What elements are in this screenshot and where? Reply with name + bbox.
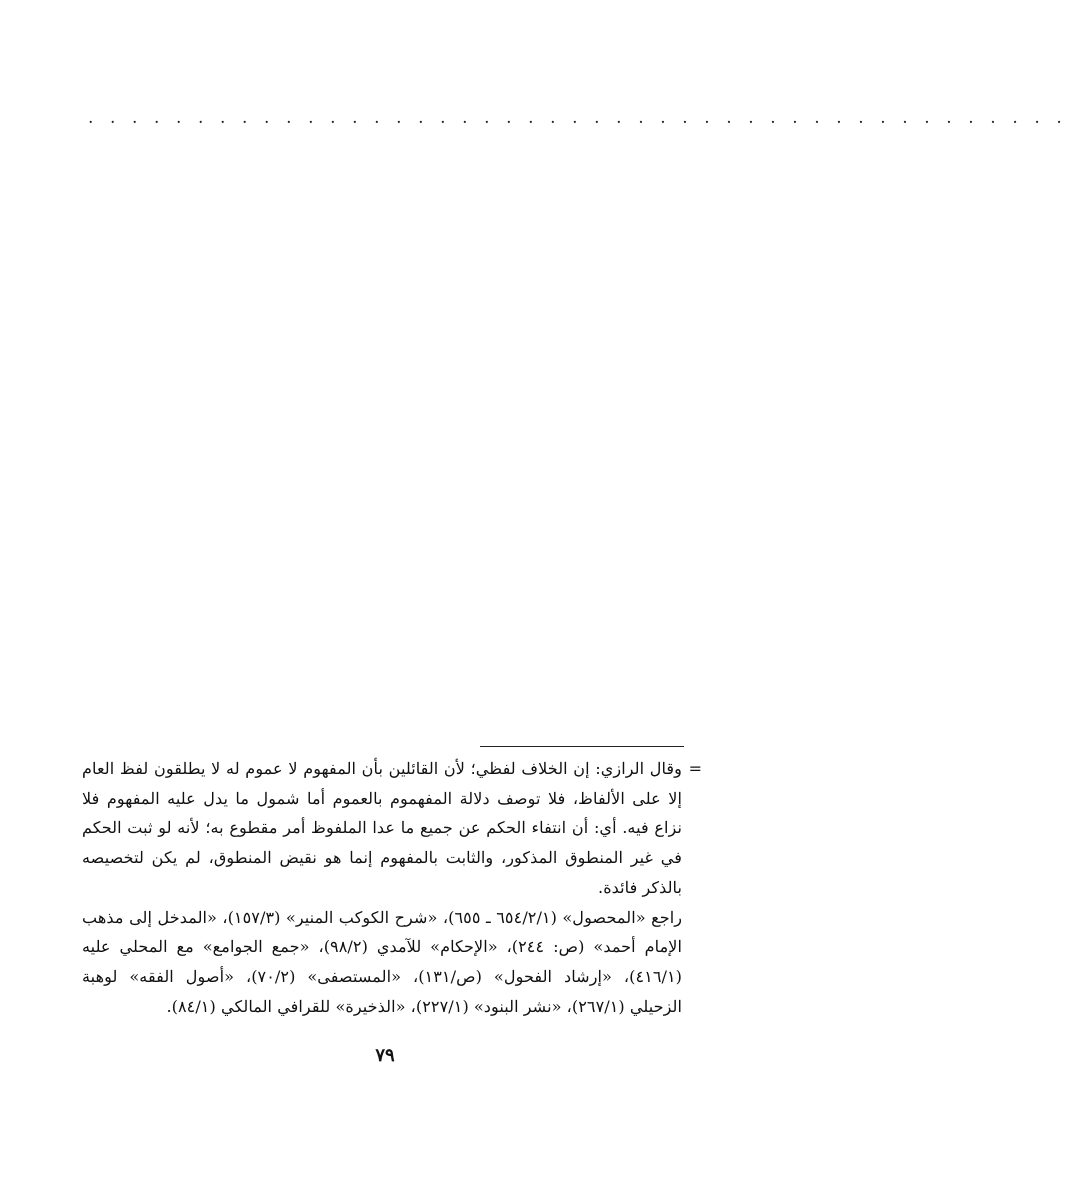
page-number: ٧٩ [375,1045,395,1066]
footnote-paragraph-1-text: وقال الرازي: إن الخلاف لفظي؛ لأن القائلين بأن المفهوم لا عموم له لا يطلقون لفظ العام إلا على الألفاظ، فلا توصف دلالة المفهموم بالعموم أما شمول ما يدل عليه المفهوم فلا نزاع فيه. أي: أن انتفاء الحكم عن جميع ما عدا الملفوظ أمر مقطوع به؛ لأنه لو ثبت الحكم في غير المنطوق المذكور، والثابت بالمفهوم إنما هو نقيض المنطوق، لم يكن لتخصيصه بالذكر فائدة. [82,759,682,897]
footnote-block [82,754,702,1021]
footnote-paragraph-2-text: راجع «المحصول» (٦٥٤/٢/١ ـ ٦٥٥)، «شرح الكوكب المنير» (١٥٧/٣)، «المدخل إلى مذهب الإمام أحمد» (ص: ٢٤٤)، «الإحكام» للآمدي (٩٨/٢)، «جمع الجوامع» مع المحلي عليه (٤١٦/١)، «إرشاد الفحول» (ص/١٣١)، «المستصفى» (٧٠/٢)، «أصول الفقه» لوهبة الزحيلي (٢٦٧/١)، «نشر البنود» (٢٢٧/١)، «الذخيرة» للقرافي المالكي (٨٤/١). [82,907,683,1016]
continuation-mark: = [688,759,702,778]
separator-dots: . . . . . . . . . . . . . . . . . . . . . . . . . . . . . . . . . . . . . . . . . . . . . [88,108,1067,128]
footnote-paragraph-1 [82,754,702,903]
footnote-paragraph-2 [82,903,682,1022]
footnote-rule [480,746,684,747]
